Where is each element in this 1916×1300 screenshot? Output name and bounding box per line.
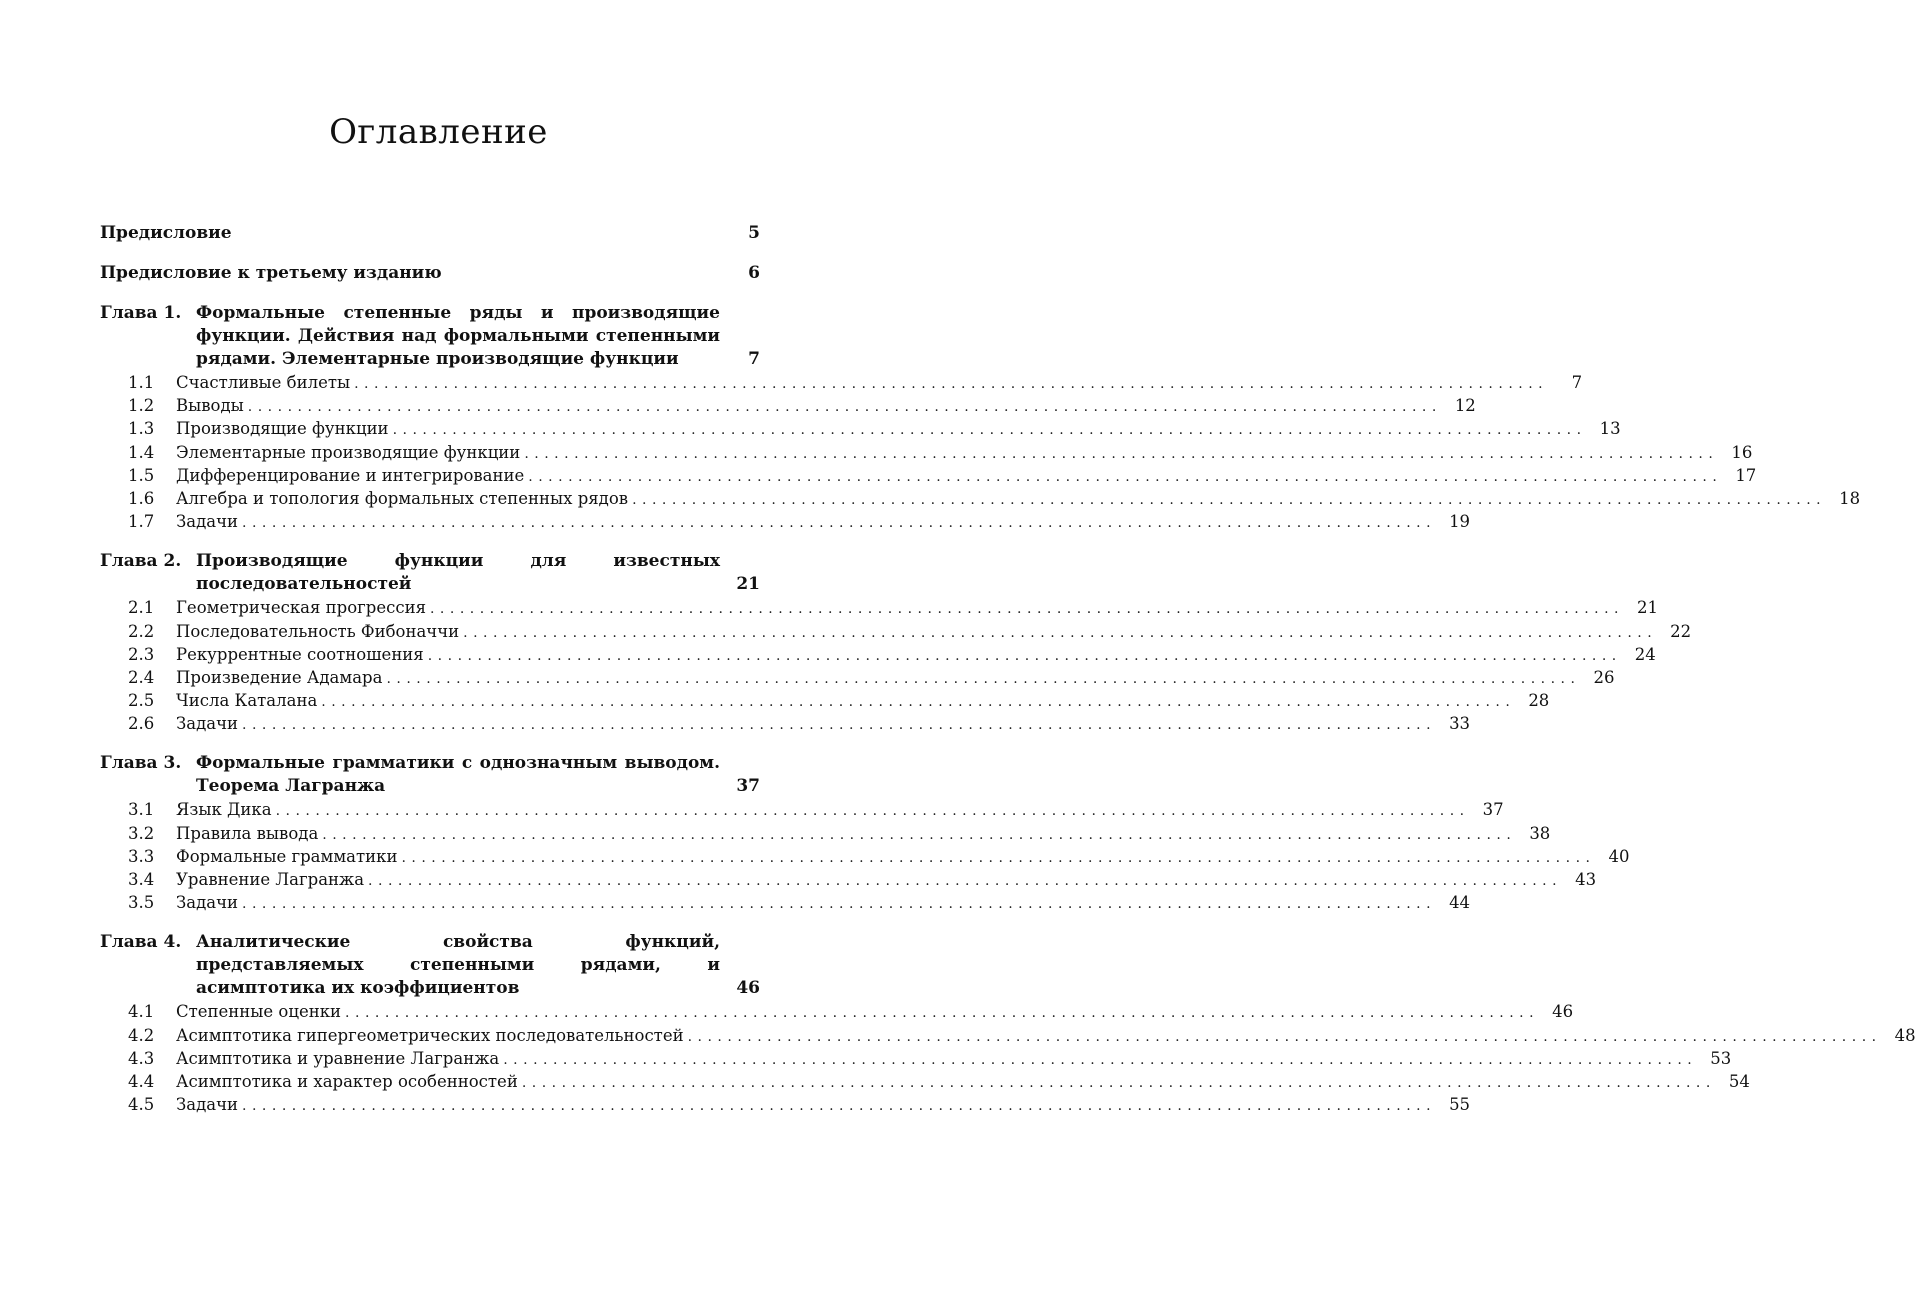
dot-leader: ........................................................................................................................ — [463, 624, 1658, 641]
toc-section[interactable] — [100, 1024, 1916, 1047]
chapter-label: Глава 3. — [100, 753, 182, 774]
section-page: 33 — [1449, 714, 1471, 734]
section-page: 28 — [1528, 691, 1550, 711]
section-number: 2.6 — [128, 714, 155, 734]
section-number: 4.2 — [128, 1025, 155, 1045]
toc-section[interactable] — [100, 510, 1471, 533]
toc-section[interactable] — [100, 1047, 1732, 1070]
dot-leader: ........................................................................................................................ — [401, 849, 1596, 866]
section-title: Правила вывода — [176, 823, 319, 843]
toc-section[interactable] — [100, 1000, 1574, 1023]
toc-entry-title: Предисловие к третьему изданию — [100, 263, 442, 283]
dot-leader: ........................................................................................................................ — [345, 1005, 1540, 1022]
toc-section[interactable] — [100, 620, 1692, 643]
section-page: 21 — [1637, 598, 1659, 618]
dot-leader: ........................................................................................................................ — [392, 422, 1587, 439]
toc-chapter-4[interactable] — [100, 931, 760, 1000]
section-number: 3.1 — [128, 800, 155, 820]
section-number: 4.4 — [128, 1071, 155, 1091]
chapter-label: Глава 1. — [100, 303, 182, 323]
spacer — [100, 914, 760, 931]
chapter-page: 21 — [736, 574, 760, 595]
section-number: 2.2 — [128, 621, 155, 641]
section-title: Асимптотика и уравнение Лагранжа — [176, 1048, 500, 1068]
section-title: Задачи — [176, 714, 239, 734]
toc-section[interactable] — [100, 371, 1583, 394]
section-number: 4.3 — [128, 1048, 155, 1068]
dot-leader: ........................................................................................................................ — [322, 826, 1517, 843]
section-page: 18 — [1839, 488, 1861, 508]
section-title: Уравнение Лагранжа — [176, 870, 365, 889]
section-title: Рекуррентные соотношения — [176, 644, 424, 664]
section-page: 17 — [1735, 465, 1757, 485]
dot-leader: ........................................................................................................................ — [275, 803, 1470, 820]
section-number: 4.5 — [128, 1095, 155, 1115]
toc-section[interactable] — [100, 712, 1471, 735]
section-page: 16 — [1731, 442, 1753, 462]
chapter-page: 7 — [748, 349, 760, 369]
dot-leader: ........................................................................................................................ — [242, 717, 1437, 734]
section-title: Степенные оценки — [176, 1002, 342, 1022]
dot-leader: ........................................................................................................................ — [528, 468, 1723, 485]
toc-entry-preface[interactable] — [100, 222, 760, 245]
toc-section[interactable] — [100, 596, 1659, 619]
section-number: 2.3 — [128, 644, 155, 664]
section-page: 43 — [1575, 870, 1597, 889]
section-page: 44 — [1449, 893, 1471, 913]
section-title: Задачи — [176, 893, 239, 913]
section-title: Формальные грамматики — [176, 846, 398, 866]
section-page: 19 — [1449, 512, 1471, 532]
section-title: Производящие функции — [176, 419, 389, 439]
toc-section[interactable] — [100, 666, 1615, 689]
toc-section[interactable] — [100, 798, 1504, 821]
chapter-title: Производящие функции для известных последовательностей — [196, 551, 720, 595]
toc-section[interactable] — [100, 487, 1861, 510]
toc-section[interactable] — [100, 417, 1621, 440]
section-number: 3.5 — [128, 893, 155, 913]
dot-leader: ........................................................................................................................ — [321, 694, 1516, 711]
section-page: 46 — [1552, 1002, 1574, 1022]
section-number: 1.2 — [128, 396, 155, 416]
dot-leader: ........................................................................................................................ — [687, 1028, 1882, 1045]
toc-section[interactable] — [100, 1093, 1471, 1116]
dot-leader: ........................................................................................................................ — [524, 445, 1719, 462]
chapter-title: Аналитические свойства функций, представляемых степенными рядами, и асимптотика их коэффициентов — [196, 932, 720, 999]
toc-section[interactable] — [100, 643, 1656, 666]
section-page: 38 — [1529, 823, 1551, 843]
section-title: Асимптотика гипергеометрических последовательностей — [176, 1025, 684, 1045]
spacer — [100, 533, 760, 550]
dot-leader: ........................................................................................................................ — [242, 515, 1437, 532]
section-title: Асимптотика и характер особенностей — [176, 1071, 518, 1091]
toc-chapter-2[interactable] — [100, 550, 760, 596]
section-number: 1.5 — [128, 465, 155, 485]
section-number: 1.1 — [128, 373, 155, 392]
dot-leader: ........................................................................................................................ — [521, 1074, 1716, 1091]
section-title: Счастливые билеты — [176, 373, 351, 392]
dot-leader: ........................................................................................................................ — [632, 491, 1827, 508]
section-title: Числа Каталана — [176, 691, 318, 711]
toc-section[interactable] — [100, 464, 1757, 487]
section-title: Задачи — [176, 512, 239, 532]
section-page: 22 — [1670, 621, 1692, 641]
page-title: Оглавление — [329, 112, 548, 152]
dot-leader: ........................................................................................................................ — [429, 601, 1625, 618]
toc-section[interactable] — [100, 441, 1753, 464]
section-title: Геометрическая прогрессия — [176, 598, 426, 618]
dot-leader: ........................................................................................................................ — [386, 670, 1581, 687]
dot-leader: ........................................................................................................................ — [368, 873, 1563, 889]
section-number: 2.5 — [128, 691, 155, 711]
section-page: 48 — [1894, 1025, 1916, 1045]
chapter-title: Формальные грамматики с однозначным выводом. Теорема Лагранжа — [196, 753, 720, 797]
toc-entry-preface-third-edition[interactable] — [100, 262, 760, 285]
section-page: 7 — [1571, 373, 1583, 392]
section-number: 1.6 — [128, 488, 155, 508]
dot-leader: ........................................................................................................................ — [242, 896, 1437, 913]
section-number: 2.1 — [128, 598, 155, 618]
section-page: 24 — [1634, 644, 1656, 664]
chapter-title: Формальные степенные ряды и производящие функции. Действия над формальными степенными рядами. Элементарные производящие функции — [196, 303, 720, 369]
section-title: Язык Дика — [176, 800, 272, 820]
section-number: 2.4 — [128, 667, 155, 687]
toc-entry-page: 6 — [748, 263, 760, 283]
section-number: 1.4 — [128, 442, 155, 462]
section-page: 40 — [1608, 846, 1630, 866]
section-title: Выводы — [176, 396, 244, 416]
section-number: 4.1 — [128, 1002, 155, 1022]
section-number: 3.2 — [128, 823, 155, 843]
dot-leader: ........................................................................................................................ — [247, 399, 1442, 416]
chapter-label: Глава 2. — [100, 551, 182, 572]
dot-leader: ........................................................................................................................ — [427, 647, 1622, 664]
table-of-contents — [100, 222, 1916, 1116]
toc-section[interactable] — [100, 1070, 1750, 1093]
toc-entry-title: Предисловие — [100, 223, 232, 243]
toc-section[interactable] — [100, 868, 1597, 891]
dot-leader: ........................................................................................................................ — [242, 1098, 1437, 1115]
chapter-label: Глава 4. — [100, 932, 182, 953]
section-page: 54 — [1728, 1071, 1750, 1091]
section-title: Дифференцирование и интегрирование — [176, 465, 525, 485]
section-page: 26 — [1593, 667, 1615, 687]
toc-section[interactable] — [100, 822, 1551, 845]
section-number: 1.3 — [128, 419, 155, 439]
toc-entry-page: 5 — [748, 223, 760, 243]
toc-chapter-1[interactable] — [100, 302, 760, 371]
section-number: 3.3 — [128, 846, 155, 866]
section-page: 53 — [1710, 1048, 1732, 1068]
section-title: Элементарные производящие функции — [176, 442, 521, 462]
dot-leader: ........................................................................................................................ — [354, 376, 1549, 392]
toc-section[interactable] — [100, 845, 1630, 868]
section-page: 12 — [1454, 396, 1476, 416]
section-page: 13 — [1599, 419, 1621, 439]
section-title: Алгебра и топология формальных степенных рядов — [176, 488, 629, 508]
section-number: 3.4 — [128, 870, 155, 889]
toc-section[interactable] — [100, 891, 1471, 914]
spacer — [100, 735, 760, 752]
toc-section[interactable] — [100, 689, 1550, 712]
chapter-page: 37 — [736, 776, 760, 797]
chapter-page: 46 — [736, 978, 760, 999]
toc-chapter-3[interactable] — [100, 752, 760, 798]
section-title: Задачи — [176, 1095, 239, 1115]
section-title: Произведение Адамара — [176, 667, 383, 687]
dot-leader: ........................................................................................................................ — [503, 1051, 1698, 1068]
section-page: 55 — [1449, 1095, 1471, 1115]
section-title: Последовательность Фибоначчи — [176, 621, 460, 641]
section-number: 1.7 — [128, 512, 155, 532]
section-page: 37 — [1482, 800, 1504, 820]
toc-section[interactable] — [100, 394, 1476, 417]
